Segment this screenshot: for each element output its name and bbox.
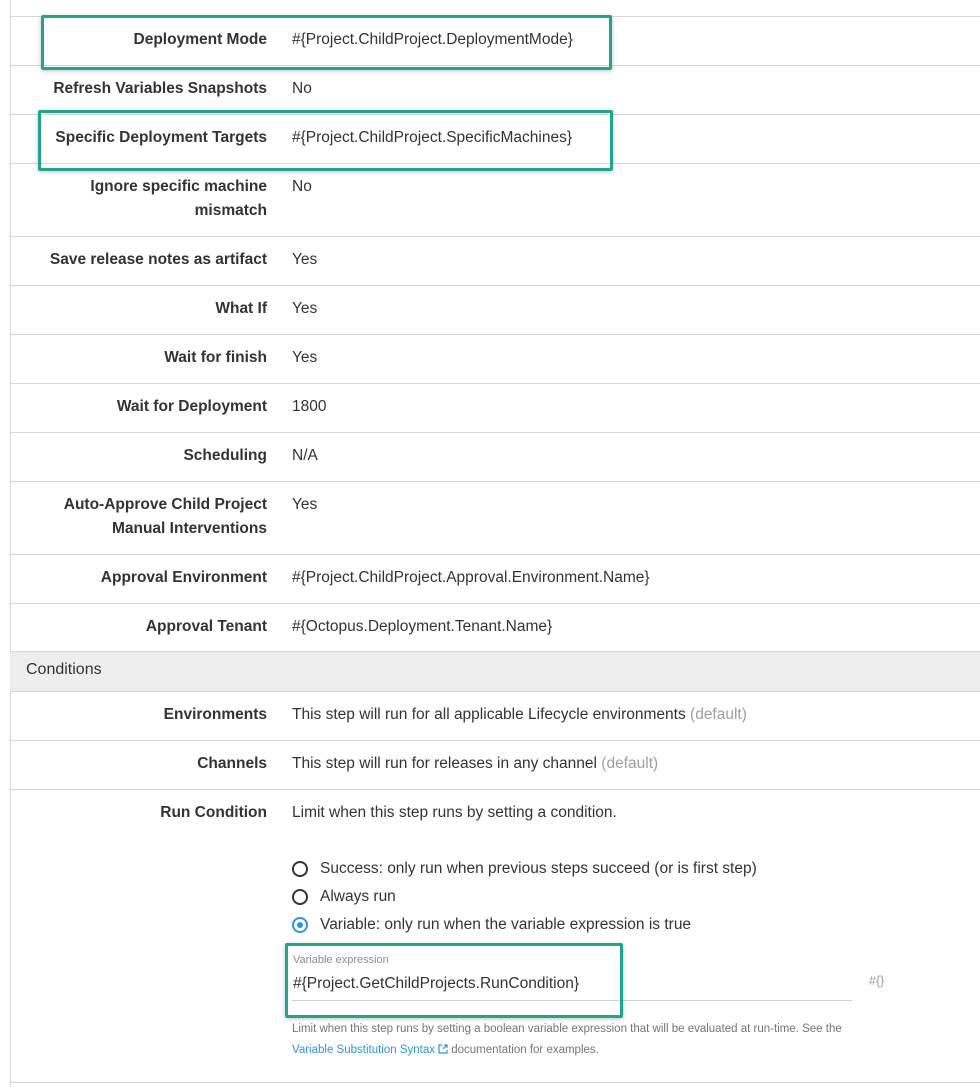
row-label [17, 493, 267, 541]
row-approval-environment [10, 555, 980, 604]
row-what-if [10, 286, 980, 335]
radio-option-always[interactable] [292, 885, 396, 909]
row-value: Yes [292, 251, 318, 268]
row-wait-for-deployment [10, 384, 980, 433]
radio-label: Always run [320, 888, 396, 905]
channels-text: This step will run for releases in any channel [292, 755, 597, 772]
row-value: No [292, 80, 312, 97]
row-channels [10, 741, 980, 790]
label-line-1: Auto-Approve Child Project [63, 496, 267, 513]
row-label: What If [215, 300, 267, 317]
row-value [292, 703, 747, 727]
row-label: Specific Deployment Targets [55, 129, 267, 146]
row-label: Save release notes as artifact [49, 251, 267, 268]
row-value [292, 752, 658, 776]
link-text: Variable Substitution Syntax [292, 1044, 435, 1056]
variable-substitution-syntax-link[interactable] [292, 1044, 448, 1056]
row-value: #{Project.ChildProject.DeploymentMode} [292, 31, 573, 48]
default-tag: (default) [690, 706, 747, 723]
row-scheduling [10, 433, 980, 482]
radio-option-variable[interactable] [292, 913, 691, 937]
variable-expression-input[interactable]: #{Project.GetChildProjects.RunCondition} [293, 975, 580, 992]
run-condition-description: Limit when this step runs by setting a condition. [292, 804, 617, 821]
radio-button[interactable] [292, 889, 308, 905]
highlight-box [38, 110, 613, 171]
row-value: #{Octopus.Deployment.Tenant.Name} [292, 618, 553, 635]
radio-option-success[interactable] [292, 857, 757, 881]
row-environments [10, 692, 980, 741]
row-value: #{Project.ChildProject.SpecificMachines} [292, 129, 572, 146]
row-label: Approval Environment [100, 569, 267, 586]
row-label: Scheduling [183, 447, 267, 464]
environments-text: This step will run for all applicable Lifecycle environments [292, 706, 686, 723]
row-auto-approve [10, 482, 980, 555]
label-line-1: Ignore specific machine [90, 178, 267, 195]
row-ignore-machine-mismatch [10, 164, 980, 237]
variable-expression-label: Variable expression [293, 954, 389, 966]
row-value: Yes [292, 349, 318, 366]
row-label: Approval Tenant [145, 618, 267, 635]
row-save-release-notes [10, 237, 980, 286]
row-value: N/A [292, 447, 318, 464]
row-label: Wait for Deployment [116, 398, 267, 415]
highlight-box [285, 943, 623, 1018]
default-tag: (default) [601, 755, 659, 772]
radio-label: Success: only run when previous steps succeed (or is first step) [320, 860, 757, 877]
row-label: Environments [163, 706, 267, 723]
row-label: Run Condition [160, 804, 267, 821]
row-value: No [292, 178, 312, 195]
row-refresh-variables [10, 66, 980, 115]
radio-button-selected[interactable] [292, 917, 308, 933]
row-label: Deployment Mode [133, 31, 267, 48]
highlight-box [41, 15, 612, 70]
variable-expression-help [292, 1019, 892, 1061]
row-wait-for-finish [10, 335, 980, 384]
row-approval-tenant [10, 604, 980, 652]
row-value: Yes [292, 496, 318, 513]
label-line-2: Manual Interventions [111, 520, 267, 537]
help-text-after: documentation for examples. [451, 1044, 599, 1056]
label-line-2: mismatch [194, 202, 267, 219]
radio-button[interactable] [292, 861, 308, 877]
radio-label: Variable: only run when the variable expression is true [320, 916, 692, 933]
section-title: Conditions [26, 661, 102, 678]
row-label: Wait for finish [164, 349, 267, 366]
insert-variable-button[interactable]: #{} [869, 974, 885, 988]
row-value: #{Project.ChildProject.Approval.Environment.Name} [292, 569, 650, 586]
row-value: 1800 [292, 398, 327, 415]
external-link-icon [438, 1044, 448, 1054]
section-header-conditions [10, 652, 980, 692]
row-label: Refresh Variables Snapshots [53, 80, 267, 97]
row-label [17, 175, 267, 223]
help-text-before: Limit when this step runs by setting a boolean variable expression that will be evaluated at run-time. See the [292, 1023, 842, 1035]
row-label: Channels [197, 755, 267, 772]
row-value: Yes [292, 300, 318, 317]
